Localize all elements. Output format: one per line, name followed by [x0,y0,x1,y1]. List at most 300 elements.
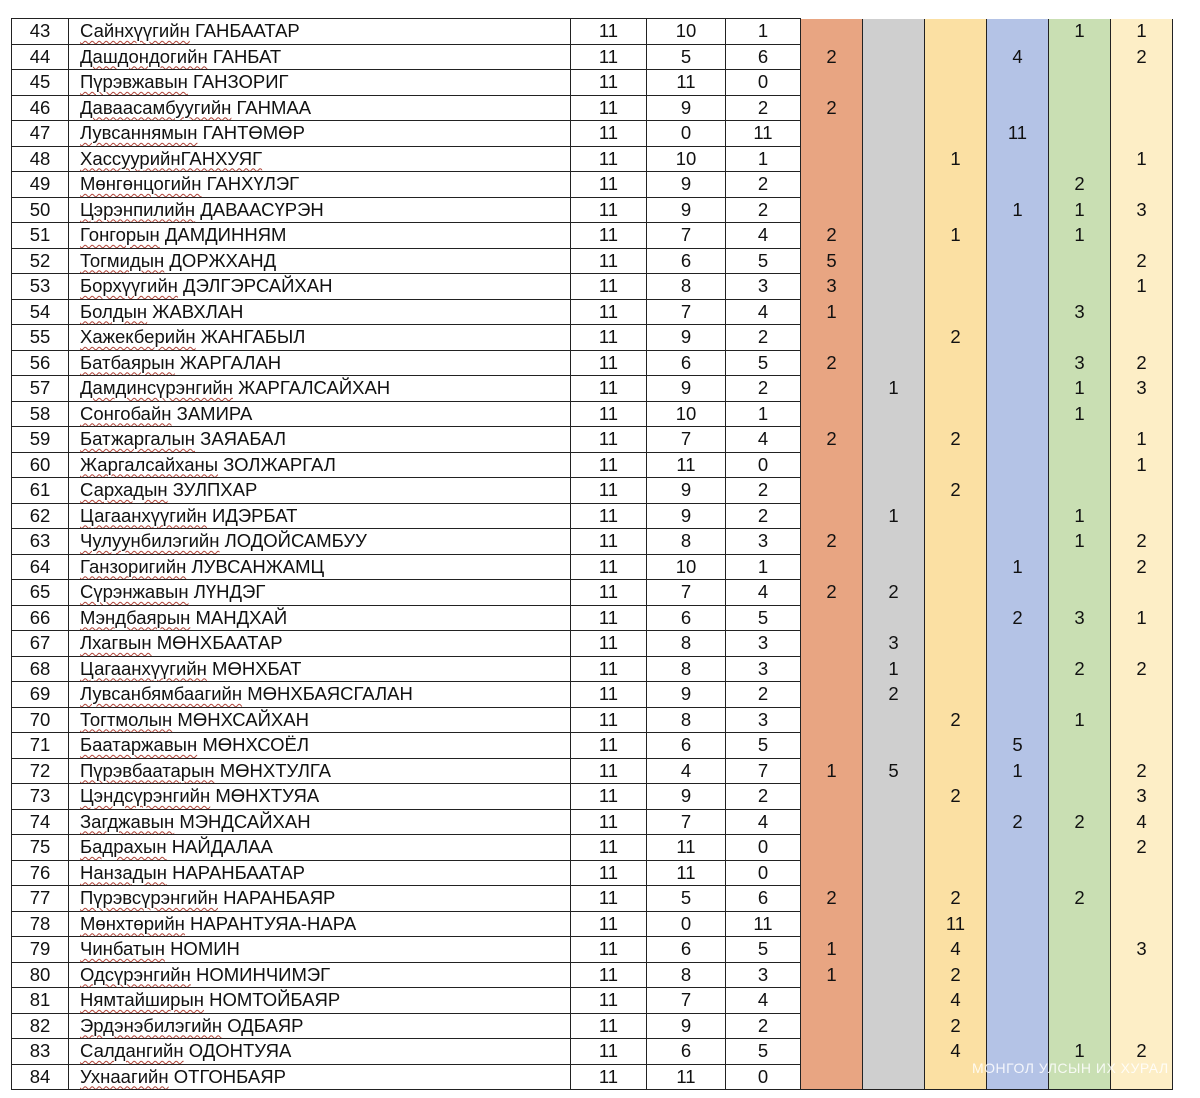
member-name-cell [69,656,571,682]
member-name-cell [69,733,571,759]
vote-column-3-cell [925,248,987,274]
member-name-cell [69,248,571,274]
vote-column-5-cell [1049,1013,1111,1039]
vote-column-2-cell [863,605,925,631]
member-given-name: НАРАНТУЯА-НАРА [190,912,357,934]
attended-cell: 9 [647,1013,726,1039]
row-number-cell: 79 [12,937,69,963]
table-row [12,682,1173,708]
member-surname: Мөнгөнцогийн [80,173,202,194]
member-given-name: ДАМДИННЯМ [164,224,287,245]
vote-column-4-cell [987,988,1049,1014]
total-sessions-cell: 11 [571,784,647,810]
vote-column-3-cell: 2 [925,427,987,453]
member-given-name: НОМИН [170,938,240,959]
total-sessions-cell: 11 [571,988,647,1014]
attended-cell: 8 [647,274,726,300]
vote-column-3-cell: 2 [925,886,987,912]
attended-cell: 9 [647,784,726,810]
absent-cell: 2 [726,172,801,198]
vote-column-4-cell: 4 [987,44,1049,70]
row-number-cell: 61 [12,478,69,504]
vote-column-3-cell [925,554,987,580]
vote-column-6-cell [1111,401,1173,427]
absent-cell: 11 [726,121,801,147]
vote-column-2-cell [863,197,925,223]
table-row [12,758,1173,784]
total-sessions-cell: 11 [571,605,647,631]
vote-column-1-cell: 1 [801,758,863,784]
attended-cell: 7 [647,299,726,325]
vote-column-6-cell: 3 [1111,784,1173,810]
member-surname: Баатаржавын [80,734,198,755]
vote-column-1-cell [801,809,863,835]
member-surname: Пүрэвжавын [80,71,188,92]
table-row [12,733,1173,759]
absent-cell: 2 [726,503,801,529]
vote-column-2-cell [863,1064,925,1090]
table-row [12,631,1173,657]
vote-column-6-cell [1111,299,1173,325]
member-name-cell [69,784,571,810]
member-given-name: ЗАЯАБАЛ [200,428,286,449]
attended-cell: 8 [647,631,726,657]
vote-column-3-cell [925,631,987,657]
attended-cell: 6 [647,937,726,963]
vote-column-1-cell [801,733,863,759]
member-surname: Хажекберийн [80,326,196,347]
vote-column-2-cell [863,223,925,249]
vote-column-5-cell [1049,784,1111,810]
absent-cell: 6 [726,44,801,70]
table-row [12,962,1173,988]
vote-column-4-cell: 1 [987,554,1049,580]
member-given-name: НАЙДАЛАА [171,836,273,857]
vote-column-1-cell [801,631,863,657]
vote-column-2-cell: 1 [863,376,925,402]
vote-column-4-cell [987,962,1049,988]
member-given-name: ЗУЛПХАР [172,479,258,500]
member-given-name: ГАНБАТ [212,45,282,67]
vote-column-5-cell [1049,758,1111,784]
total-sessions-cell: 11 [571,452,647,478]
vote-column-4-cell [987,223,1049,249]
attended-cell: 5 [647,44,726,70]
table-row [12,44,1173,70]
attended-cell: 6 [647,1039,726,1065]
member-given-name: НОМИНЧИМЭГ [196,963,331,985]
attended-cell: 9 [647,95,726,121]
member-given-name: ЗОЛЖАРГАЛ [223,453,336,475]
member-name-cell [69,962,571,988]
member-name-cell [69,427,571,453]
total-sessions-cell: 11 [571,758,647,784]
member-surname: Пүрэвбаатарын [80,759,215,781]
vote-column-4-cell [987,19,1049,45]
attended-cell: 0 [647,911,726,937]
member-given-name: ЖАНГАБЫЛ [200,326,306,347]
row-number-cell: 65 [12,580,69,606]
member-surname: Лувсаннямын [80,122,198,143]
attended-cell: 8 [647,962,726,988]
table-row [12,580,1173,606]
vote-column-4-cell: 2 [987,809,1049,835]
vote-column-2-cell [863,299,925,325]
vote-column-2-cell [863,733,925,759]
vote-column-1-cell [801,401,863,427]
row-number-cell: 47 [12,121,69,147]
member-given-name: ЖАРГАЛСАЙХАН [238,377,391,398]
vote-column-6-cell [1111,988,1173,1014]
vote-column-1-cell: 3 [801,274,863,300]
vote-column-3-cell: 1 [925,223,987,249]
vote-column-4-cell: 1 [987,197,1049,223]
member-given-name: ЛУВСАНЖАМЦ [191,555,325,577]
total-sessions-cell: 11 [571,809,647,835]
vote-column-3-cell: 11 [925,911,987,937]
vote-column-5-cell [1049,860,1111,886]
vote-column-2-cell [863,146,925,172]
vote-column-2-cell [863,554,925,580]
vote-column-5-cell [1049,146,1111,172]
absent-cell: 0 [726,835,801,861]
vote-column-1-cell: 1 [801,937,863,963]
table-row [12,325,1173,351]
vote-column-5-cell: 3 [1049,299,1111,325]
member-given-name: НАРАНБААТАР [172,861,305,883]
member-surname: Бадрахын [80,836,167,857]
member-given-name: ОДОНТУЯА [188,1040,292,1061]
absent-cell: 4 [726,580,801,606]
vote-column-1-cell: 2 [801,223,863,249]
vote-column-3-cell: 2 [925,1013,987,1039]
member-surname: Дашдондогийн [80,45,208,67]
vote-column-6-cell [1111,580,1173,606]
vote-column-4-cell: 11 [987,121,1049,147]
attended-cell: 6 [647,605,726,631]
vote-column-3-cell [925,580,987,606]
member-name-cell [69,605,571,631]
vote-column-2-cell [863,70,925,96]
vote-column-6-cell: 2 [1111,758,1173,784]
attended-cell: 11 [647,835,726,861]
vote-column-2-cell [863,19,925,45]
row-number-cell: 45 [12,70,69,96]
row-number-cell: 43 [12,19,69,45]
vote-column-5-cell [1049,427,1111,453]
member-given-name: МӨНХТУЛГА [219,759,331,781]
total-sessions-cell: 11 [571,835,647,861]
member-surname: Мөнхтөрийн [80,912,185,934]
vote-column-2-cell: 2 [863,580,925,606]
row-number-cell: 80 [12,962,69,988]
vote-column-6-cell [1111,1013,1173,1039]
vote-column-3-cell: 2 [925,478,987,504]
vote-column-6-cell [1111,707,1173,733]
vote-column-1-cell [801,784,863,810]
vote-column-5-cell: 1 [1049,1039,1111,1065]
row-number-cell: 73 [12,784,69,810]
absent-cell: 4 [726,427,801,453]
member-given-name: ОТГОНБАЯР [173,1065,286,1087]
vote-column-1-cell [801,146,863,172]
vote-column-1-cell: 2 [801,95,863,121]
vote-column-1-cell: 5 [801,248,863,274]
vote-column-6-cell [1111,95,1173,121]
vote-column-3-cell: 2 [925,784,987,810]
attended-cell: 9 [647,478,726,504]
member-name-cell [69,682,571,708]
vote-column-3-cell [925,605,987,631]
vote-column-4-cell: 2 [987,605,1049,631]
vote-column-1-cell: 2 [801,427,863,453]
absent-cell: 4 [726,299,801,325]
vote-column-4-cell [987,707,1049,733]
vote-column-4-cell [987,911,1049,937]
vote-column-2-cell [863,529,925,555]
table-row [12,988,1173,1014]
table-row [12,146,1173,172]
vote-column-5-cell [1049,478,1111,504]
attended-cell: 9 [647,503,726,529]
table-row [12,911,1173,937]
vote-column-3-cell [925,376,987,402]
vote-column-6-cell [1111,962,1173,988]
member-name-cell [69,121,571,147]
vote-column-2-cell [863,707,925,733]
row-number-cell: 70 [12,707,69,733]
attended-cell: 5 [647,886,726,912]
vote-column-2-cell: 1 [863,656,925,682]
member-surname: Цагаанхүүгийн [80,504,207,526]
vote-table [11,18,1173,1090]
row-number-cell: 49 [12,172,69,198]
row-number-cell: 67 [12,631,69,657]
member-surname: Лхагвын [80,632,152,653]
member-name-cell [69,631,571,657]
vote-column-3-cell [925,172,987,198]
member-name-cell [69,707,571,733]
member-surname: Сонгобайн [80,402,172,424]
vote-column-4-cell [987,784,1049,810]
vote-column-1-cell [801,605,863,631]
vote-column-3-cell [925,44,987,70]
table-row [12,605,1173,631]
absent-cell: 5 [726,733,801,759]
row-number-cell: 71 [12,733,69,759]
total-sessions-cell: 11 [571,325,647,351]
member-surname: Сайнхүүгийн [80,20,190,41]
vote-column-6-cell: 1 [1111,605,1173,631]
total-sessions-cell: 11 [571,401,647,427]
vote-table-container [11,18,1173,1090]
total-sessions-cell: 11 [571,503,647,529]
vote-column-6-cell [1111,325,1173,351]
member-name-cell [69,44,571,70]
table-row [12,299,1173,325]
vote-column-6-cell [1111,911,1173,937]
attended-cell: 9 [647,325,726,351]
vote-column-1-cell [801,835,863,861]
total-sessions-cell: 11 [571,70,647,96]
table-row [12,121,1173,147]
member-given-name: ДАВААСҮРЭН [200,198,324,220]
attended-cell: 10 [647,401,726,427]
member-surname: Ухнаагийн [80,1065,169,1087]
absent-cell: 2 [726,95,801,121]
total-sessions-cell: 11 [571,172,647,198]
member-name-cell [69,376,571,402]
table-row [12,19,1173,45]
vote-column-1-cell: 1 [801,962,863,988]
vote-column-3-cell: 2 [925,962,987,988]
total-sessions-cell: 11 [571,427,647,453]
vote-column-2-cell: 3 [863,631,925,657]
attended-cell: 7 [647,988,726,1014]
member-surname: Цэндсүрэнгийн [80,785,211,806]
absent-cell: 4 [726,988,801,1014]
absent-cell: 6 [726,886,801,912]
total-sessions-cell: 11 [571,886,647,912]
member-name-cell [69,172,571,198]
vote-column-6-cell: 2 [1111,248,1173,274]
absent-cell: 5 [726,350,801,376]
vote-column-5-cell [1049,70,1111,96]
vote-column-1-cell [801,325,863,351]
member-given-name: МӨНХБАТ [212,657,302,679]
watermark-text: МОНГОЛ УЛСЫН ИХ ХУРАЛ [972,1060,1169,1076]
attended-cell: 7 [647,580,726,606]
member-surname: Гонгорын [80,224,160,245]
total-sessions-cell: 11 [571,44,647,70]
attended-cell: 6 [647,733,726,759]
vote-column-1-cell [801,19,863,45]
table-row [12,376,1173,402]
total-sessions-cell: 11 [571,299,647,325]
vote-column-6-cell [1111,860,1173,886]
vote-column-5-cell: 2 [1049,656,1111,682]
attended-cell: 6 [647,350,726,376]
total-sessions-cell: 11 [571,19,647,45]
member-given-name: НАРАНБАЯР [223,887,336,908]
member-name-cell [69,529,571,555]
table-row [12,274,1173,300]
absent-cell: 0 [726,70,801,96]
absent-cell: 1 [726,554,801,580]
member-surname: Батбаярын [80,351,175,373]
vote-column-4-cell [987,146,1049,172]
total-sessions-cell: 11 [571,733,647,759]
attended-cell: 10 [647,554,726,580]
row-number-cell: 72 [12,758,69,784]
table-row [12,809,1173,835]
total-sessions-cell: 11 [571,197,647,223]
vote-column-2-cell [863,988,925,1014]
vote-column-3-cell: 2 [925,325,987,351]
total-sessions-cell: 11 [571,656,647,682]
vote-column-1-cell [801,172,863,198]
table-row [12,860,1173,886]
vote-column-3-cell [925,835,987,861]
absent-cell: 1 [726,19,801,45]
vote-column-5-cell [1049,911,1111,937]
member-name-cell [69,860,571,886]
vote-column-6-cell [1111,478,1173,504]
vote-column-3-cell [925,860,987,886]
vote-column-6-cell: 2 [1111,44,1173,70]
vote-column-2-cell [863,962,925,988]
member-name-cell [69,299,571,325]
vote-column-2-cell [863,44,925,70]
vote-column-1-cell: 2 [801,886,863,912]
vote-column-3-cell [925,733,987,759]
total-sessions-cell: 11 [571,529,647,555]
vote-column-3-cell [925,299,987,325]
vote-table-body [12,19,1173,1090]
vote-column-5-cell: 1 [1049,376,1111,402]
absent-cell: 5 [726,605,801,631]
vote-column-3-cell [925,19,987,45]
member-name-cell [69,19,571,45]
vote-column-2-cell [863,172,925,198]
member-given-name: МӨНХТУЯА [215,785,320,806]
vote-column-1-cell [801,656,863,682]
vote-column-6-cell: 1 [1111,19,1173,45]
vote-column-2-cell [863,911,925,937]
vote-column-3-cell [925,95,987,121]
vote-column-3-cell [925,350,987,376]
member-given-name: ГАНХҮЛЭГ [206,173,300,194]
member-name-cell [69,325,571,351]
member-name-cell [69,1039,571,1065]
vote-column-4-cell [987,631,1049,657]
vote-column-5-cell: 1 [1049,223,1111,249]
total-sessions-cell: 11 [571,1039,647,1065]
vote-column-2-cell [863,886,925,912]
vote-column-2-cell [863,95,925,121]
vote-column-6-cell [1111,733,1173,759]
vote-column-1-cell [801,478,863,504]
member-surname: Чинбатын [80,938,165,959]
vote-column-2-cell: 1 [863,503,925,529]
vote-column-2-cell [863,401,925,427]
absent-cell: 7 [726,758,801,784]
attended-cell: 0 [647,121,726,147]
absent-cell: 2 [726,197,801,223]
total-sessions-cell: 11 [571,95,647,121]
absent-cell: 2 [726,325,801,351]
vote-column-4-cell [987,682,1049,708]
vote-column-3-cell: 4 [925,1039,987,1065]
member-name-cell [69,146,571,172]
vote-column-3-cell [925,274,987,300]
attended-cell: 11 [647,70,726,96]
row-number-cell: 81 [12,988,69,1014]
vote-column-4-cell: 5 [987,733,1049,759]
total-sessions-cell: 11 [571,350,647,376]
vote-column-6-cell: 2 [1111,656,1173,682]
vote-column-5-cell [1049,121,1111,147]
row-number-cell: 57 [12,376,69,402]
vote-column-6-cell [1111,172,1173,198]
vote-column-1-cell [801,911,863,937]
member-surname: Пүрэвсүрэнгийн [80,887,218,908]
absent-cell: 0 [726,452,801,478]
vote-column-4-cell [987,478,1049,504]
member-name-cell [69,223,571,249]
row-number-cell: 60 [12,452,69,478]
member-name-cell [69,452,571,478]
